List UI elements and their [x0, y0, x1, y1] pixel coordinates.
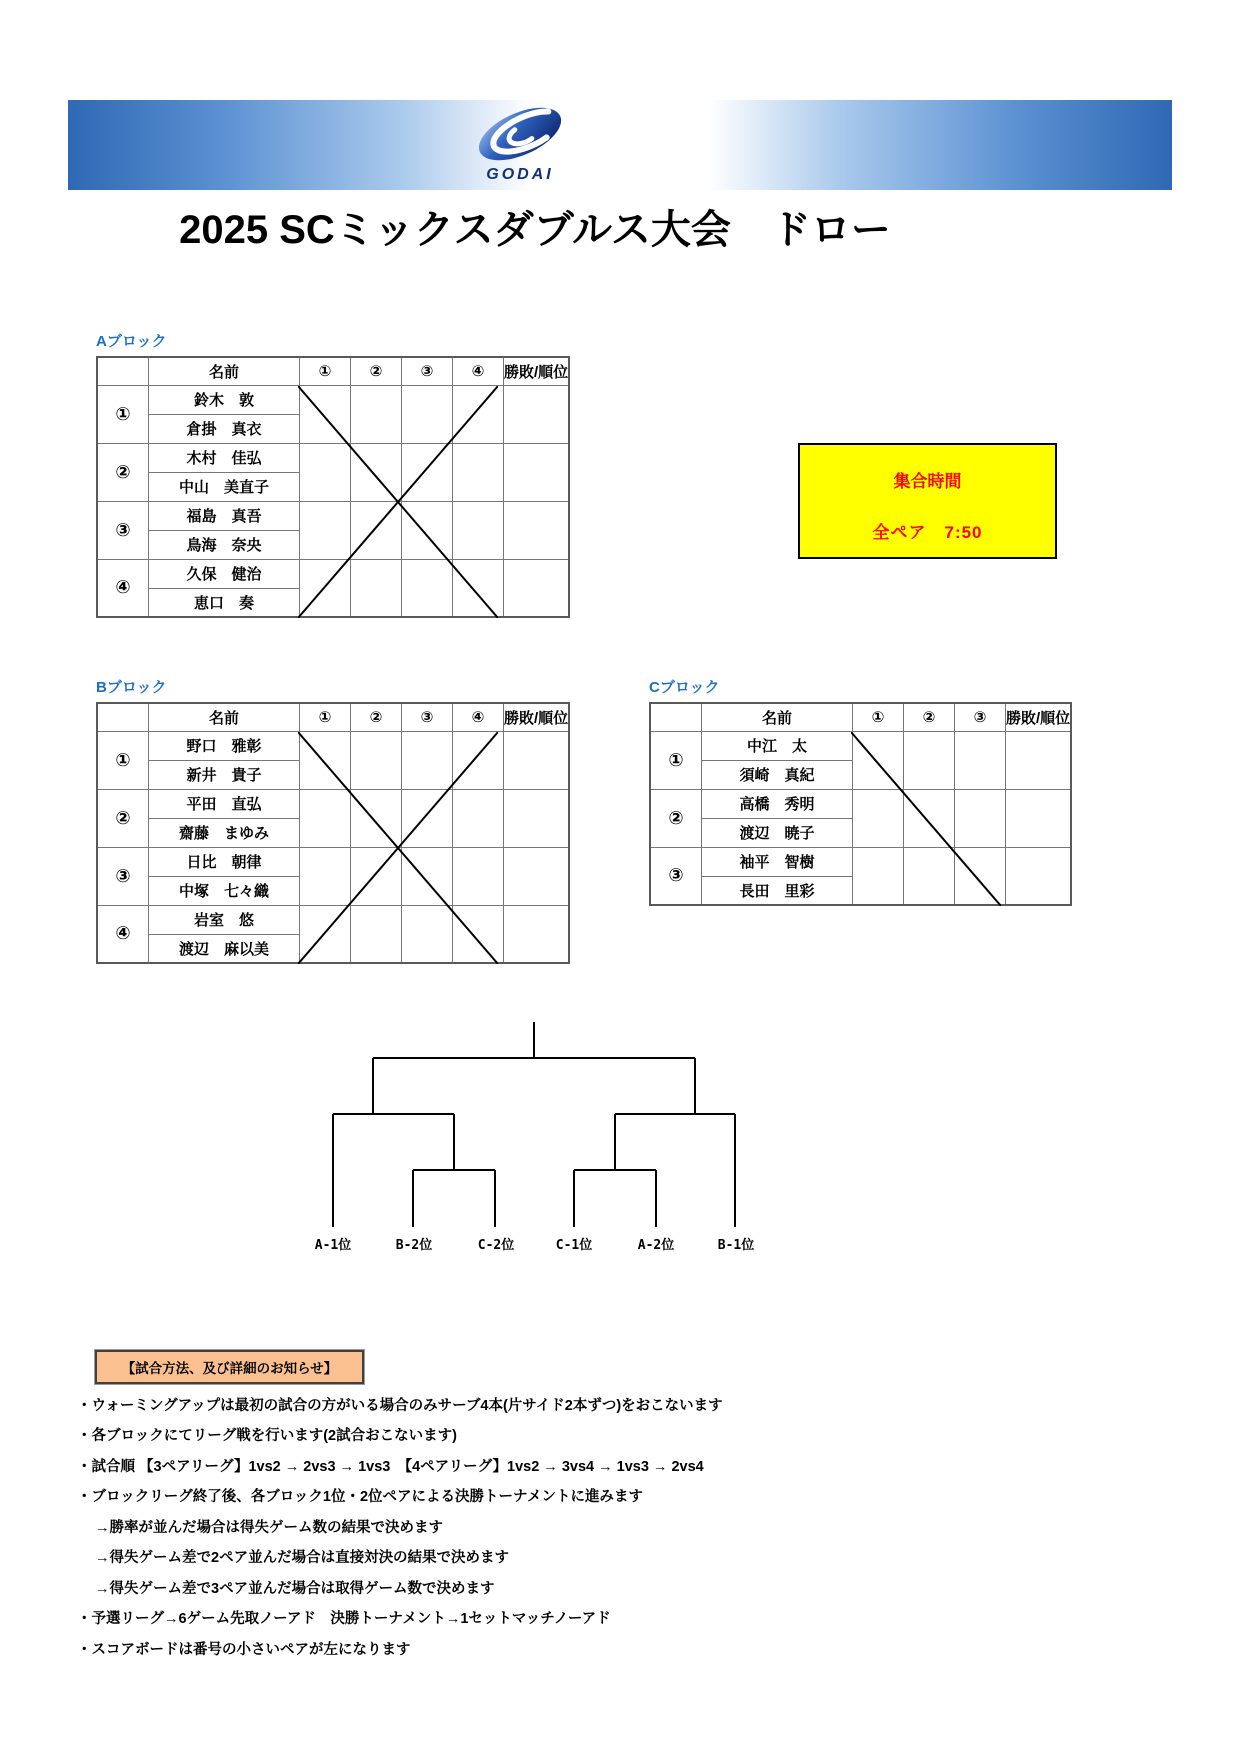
player-name-cell: 鳥海 奈央	[149, 530, 300, 559]
corner-cell	[650, 703, 702, 731]
bracket-seed-label: C-2位	[477, 1238, 515, 1253]
match-cell	[402, 847, 453, 905]
player-name-cell: 渡辺 麻以美	[149, 934, 300, 963]
round-header-cell: ④	[453, 703, 504, 731]
round-header-cell: ③	[955, 703, 1006, 731]
block-c-table	[649, 702, 1072, 906]
pair-row	[97, 443, 569, 472]
match-cell	[300, 789, 351, 847]
result-cell	[504, 731, 570, 789]
match-cell	[853, 731, 904, 789]
block-a-table	[96, 356, 570, 618]
note-line: ・スコアボードは番号の小さいペアが左になります	[77, 1641, 411, 1658]
round-header-cell: ①	[300, 357, 351, 385]
pair-row	[97, 501, 569, 530]
notes-header-text: 【試合方法、及び詳細のお知らせ】	[121, 1361, 338, 1376]
notes-lines	[77, 1389, 1207, 1664]
note-line: →得失ゲーム差で2ペア並んだ場合は直接対決の結果で決めます	[95, 1550, 510, 1567]
round-header-cell: ②	[351, 357, 402, 385]
pair-row	[97, 559, 569, 588]
pair-row	[650, 731, 1071, 760]
match-cell	[351, 847, 402, 905]
bracket-seed-label: B-2位	[395, 1238, 433, 1253]
meeting-time-value: 全ペア 7:50	[872, 523, 983, 542]
round-header-cell: ③	[402, 703, 453, 731]
block-c-section	[649, 676, 1072, 906]
match-cell	[300, 847, 351, 905]
match-cell	[402, 905, 453, 963]
round-header-cell: ①	[853, 703, 904, 731]
match-cell	[351, 905, 402, 963]
result-cell	[1006, 789, 1072, 847]
match-cell	[402, 789, 453, 847]
match-cell	[300, 905, 351, 963]
pair-number-cell: ③	[97, 501, 149, 559]
player-name-cell: 倉掛 真衣	[149, 414, 300, 443]
bracket-seed-label: C-1位	[555, 1238, 593, 1253]
result-header-cell: 勝敗/順位	[504, 357, 570, 385]
player-name-cell: 野口 雅彰	[149, 731, 300, 760]
note-line: ・ウォーミングアップは最初の試合の方がいる場合のみサーブ4本(片サイド2本ずつ)をおこないます	[77, 1397, 723, 1414]
match-cell	[453, 559, 504, 617]
pair-number-cell: ②	[97, 789, 149, 847]
match-cell	[300, 501, 351, 559]
match-cell	[300, 559, 351, 617]
player-name-cell: 渡辺 暁子	[702, 818, 853, 847]
match-cell	[300, 731, 351, 789]
block-a-section	[96, 330, 570, 618]
match-cell	[453, 847, 504, 905]
pair-number-cell: ④	[97, 559, 149, 617]
result-cell	[1006, 847, 1072, 905]
pair-number-cell: ②	[97, 443, 149, 501]
block-b-label: Bブロック	[96, 679, 167, 696]
match-cell	[453, 789, 504, 847]
result-cell	[504, 905, 570, 963]
result-header-cell: 勝敗/順位	[1006, 703, 1072, 731]
match-cell	[955, 847, 1006, 905]
corner-cell	[97, 357, 149, 385]
match-cell	[351, 789, 402, 847]
match-cell	[351, 501, 402, 559]
result-cell	[504, 385, 570, 443]
note-line: →勝率が並んだ場合は得失ゲーム数の結果で決めます	[95, 1519, 443, 1536]
notes-header-box	[95, 1350, 364, 1384]
pair-number-cell: ①	[97, 731, 149, 789]
pair-row	[97, 789, 569, 818]
match-cell	[402, 501, 453, 559]
match-cell	[453, 731, 504, 789]
match-cell	[402, 443, 453, 501]
godai-logo-text: GODAI	[486, 166, 554, 183]
pair-number-cell: ②	[650, 789, 702, 847]
header-row	[97, 357, 569, 385]
player-name-cell: 新井 貴子	[149, 760, 300, 789]
match-cell	[351, 731, 402, 789]
match-cell	[853, 847, 904, 905]
match-cell	[402, 385, 453, 443]
match-cell	[453, 443, 504, 501]
block-c-label: Cブロック	[649, 679, 720, 696]
meeting-time-box	[798, 443, 1057, 559]
note-line: ・各ブロックにてリーグ戦を行います(2試合おこないます)	[77, 1428, 457, 1445]
result-cell	[504, 789, 570, 847]
result-cell	[504, 847, 570, 905]
pair-row	[650, 789, 1071, 818]
player-name-cell: 中山 美直子	[149, 472, 300, 501]
pair-number-cell: ④	[97, 905, 149, 963]
player-name-cell: 中塚 七々織	[149, 876, 300, 905]
player-name-cell: 岩室 悠	[149, 905, 300, 934]
pair-number-cell: ③	[97, 847, 149, 905]
match-cell	[955, 789, 1006, 847]
match-cell	[453, 501, 504, 559]
player-name-cell: 長田 里彩	[702, 876, 853, 905]
pair-row	[97, 731, 569, 760]
match-cell	[402, 559, 453, 617]
player-name-cell: 袖平 智樹	[702, 847, 853, 876]
round-header-cell: ②	[351, 703, 402, 731]
pair-row	[650, 847, 1071, 876]
bracket-seed-label: A-2位	[637, 1238, 675, 1253]
godai-logo	[455, 103, 585, 189]
name-header-cell: 名前	[702, 703, 853, 731]
round-header-cell: ④	[453, 357, 504, 385]
player-name-cell: 福島 真吾	[149, 501, 300, 530]
name-header-cell: 名前	[149, 703, 300, 731]
result-cell	[504, 501, 570, 559]
match-cell	[904, 847, 955, 905]
player-name-cell: 平田 直弘	[149, 789, 300, 818]
match-cell	[300, 385, 351, 443]
match-cell	[853, 789, 904, 847]
match-cell	[453, 905, 504, 963]
match-cell	[904, 731, 955, 789]
match-cell	[453, 385, 504, 443]
result-cell	[504, 443, 570, 501]
player-name-cell: 高橋 秀明	[702, 789, 853, 818]
round-header-cell: ③	[402, 357, 453, 385]
match-cell	[351, 443, 402, 501]
note-line: →得失ゲーム差で3ペア並んだ場合は取得ゲーム数で決めます	[95, 1580, 495, 1597]
pair-number-cell: ①	[97, 385, 149, 443]
block-b-section	[96, 676, 570, 964]
note-line: ・予選リーグ→6ゲーム先取ノーアド 決勝トーナメント→1セットマッチノーアド	[77, 1611, 611, 1628]
round-header-cell: ②	[904, 703, 955, 731]
godai-swirl-icon	[455, 103, 585, 165]
bracket-seed-label: B-1位	[717, 1238, 755, 1253]
player-name-cell: 鈴木 敦	[149, 385, 300, 414]
corner-cell	[97, 703, 149, 731]
player-name-cell: 須崎 真紀	[702, 760, 853, 789]
result-header-cell: 勝敗/順位	[504, 703, 570, 731]
player-name-cell: 久保 健治	[149, 559, 300, 588]
note-line: ・試合順 【3ペアリーグ】1vs2 → 2vs3 → 1vs3 【4ペアリーグ】1vs2 → 3vs4 → 1vs3 → 2vs4	[77, 1458, 704, 1475]
pair-row	[97, 385, 569, 414]
header-row	[650, 703, 1071, 731]
player-name-cell: 木村 佳弘	[149, 443, 300, 472]
result-cell	[504, 559, 570, 617]
player-name-cell: 恵口 奏	[149, 588, 300, 617]
player-name-cell: 齋藤 まゆみ	[149, 818, 300, 847]
player-name-cell: 日比 朝律	[149, 847, 300, 876]
pair-number-cell: ③	[650, 847, 702, 905]
page-title: 2025 SCミックスダブルス大会 ドロー	[179, 208, 891, 252]
block-a-label: Aブロック	[96, 333, 167, 350]
note-line: ・ブロックリーグ終了後、各ブロック1位・2位ペアによる決勝トーナメントに進みます	[77, 1489, 643, 1506]
bracket-seed-label: A-1位	[314, 1238, 352, 1253]
header-banner	[68, 100, 1172, 190]
round-header-cell: ①	[300, 703, 351, 731]
match-cell	[300, 443, 351, 501]
name-header-cell: 名前	[149, 357, 300, 385]
player-name-cell: 中江 太	[702, 731, 853, 760]
match-cell	[955, 731, 1006, 789]
match-cell	[402, 731, 453, 789]
block-b-table	[96, 702, 570, 964]
header-row	[97, 703, 569, 731]
match-cell	[351, 385, 402, 443]
match-cell	[904, 789, 955, 847]
pair-row	[97, 847, 569, 876]
result-cell	[1006, 731, 1072, 789]
meeting-time-title: 集合時間	[893, 472, 962, 491]
match-cell	[351, 559, 402, 617]
pair-number-cell: ①	[650, 731, 702, 789]
pair-row	[97, 905, 569, 934]
